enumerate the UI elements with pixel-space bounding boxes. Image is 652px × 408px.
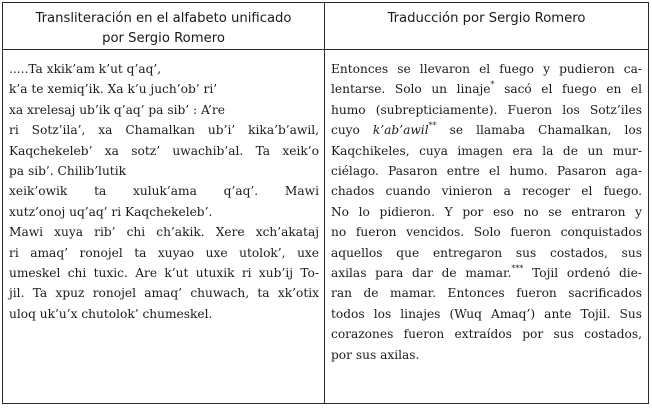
transliteration-line: Kaqchekeleb’ xa sotz’ uwachib’al. Ta xeik’o: [9, 143, 319, 158]
header-transliteration: [3, 3, 325, 50]
content-row: [3, 50, 649, 404]
translation-line: Entonces se llevaron el fuego y pudieron ca-: [331, 62, 642, 76]
translation-line: por sus axilas.: [331, 347, 420, 362]
header-translation: [325, 3, 649, 50]
transliteration-text-cell: [3, 50, 325, 404]
translation-line: chados cuando vinieron a recoger el fuego.: [331, 184, 642, 199]
translation-fragment: cuyo: [331, 123, 360, 138]
transliteration-line: Mawi xuya rib’ chi ch’akik. Xere xch’akataj: [9, 225, 319, 240]
transliteration-line: xa xrelesaj ub’ik q’aq’ pa sib’ : A’re: [9, 102, 225, 117]
translation-line: [331, 120, 642, 140]
footnote-marker: ***: [511, 264, 524, 273]
transliteration-line: pa sib’. Chilib’lutik: [9, 164, 126, 179]
footnote-marker: **: [428, 121, 437, 131]
translation-line: ran de mamar. Entonces fueron sacrificados: [331, 286, 642, 301]
transliteration-line: k’a te xemiq’ik. Xa k’u juch’ob’ ri’: [9, 82, 218, 97]
translation-line: todos los linajes (Wuq Amaq’) ante Tojil. Sus: [331, 306, 642, 321]
translation-fragment: lentarse. Solo un linaje: [331, 82, 491, 97]
transliteration-line: ri amaq’ ronojel ta xuyao uxe utolok’, uxe: [9, 245, 319, 260]
translation-fragment: sacó el fuego en el: [504, 82, 642, 97]
transliteration-line: uloq uk’u’x chutolok’ chumeskel.: [9, 306, 213, 321]
translation-line: ciélago. Pasaron entre el humo. Pasaron aga-: [331, 164, 642, 179]
header-right-label: Traducción por Sergio Romero: [387, 11, 586, 26]
translation-line: humo (subrepticiamente). Fueron los Sotz’iles: [331, 102, 642, 117]
translation-fragment: se llamaba Chamalkan, los: [449, 123, 643, 138]
translation-line: No lo pidieron. Y por eso no se entraron y: [331, 204, 642, 219]
translation-fragment: Tojil ordenó die-: [532, 266, 642, 281]
translation-line: aquellos que entregaron sus costados, sus: [331, 245, 642, 260]
transliteration-line: .....Ta xkik’am k’ut q’aq’,: [9, 62, 162, 76]
translation-line: corazones fueron extraídos por sus costados,: [331, 327, 642, 342]
footnote-marker: *: [490, 80, 495, 90]
kabawil-term: k’ab’awil: [372, 123, 429, 138]
header-left-line-2: por Sergio Romero: [102, 31, 225, 46]
transliteration-line: umeskel chi tuxic. Are k’ut utuxik ri xub’ij To-: [9, 266, 319, 281]
header-left-line-1: Transliteración en el alfabeto unificado: [35, 11, 292, 26]
transliteration-line: jil. Ta xpuz ronojel amaq’ chuwach, ta xk’otix: [9, 286, 319, 301]
translation-line: [331, 263, 642, 283]
transliteration-line: ri Sotz’ila’, xa Chamalkan ub’i’ kika’b’awil,: [9, 123, 319, 138]
transliteration-line: xeik’owik ta xuluk’ama q’aq’. Mawi: [9, 184, 319, 199]
translation-line: no fueron vencidos. Solo fueron conquistados: [331, 225, 642, 240]
translation-fragment: axilas para dar de mamar.: [331, 266, 512, 281]
header-row: [3, 3, 649, 50]
transliteration-line: xutz’onoj uq’aq’ ri Kaqchekeleb’.: [9, 204, 213, 219]
translation-text-cell: [325, 50, 649, 404]
translation-line: Kaqchikeles, cuya imagen era la de un mur-: [331, 143, 642, 158]
transliteration-translation-table: [2, 2, 649, 404]
translation-line: [331, 79, 642, 99]
